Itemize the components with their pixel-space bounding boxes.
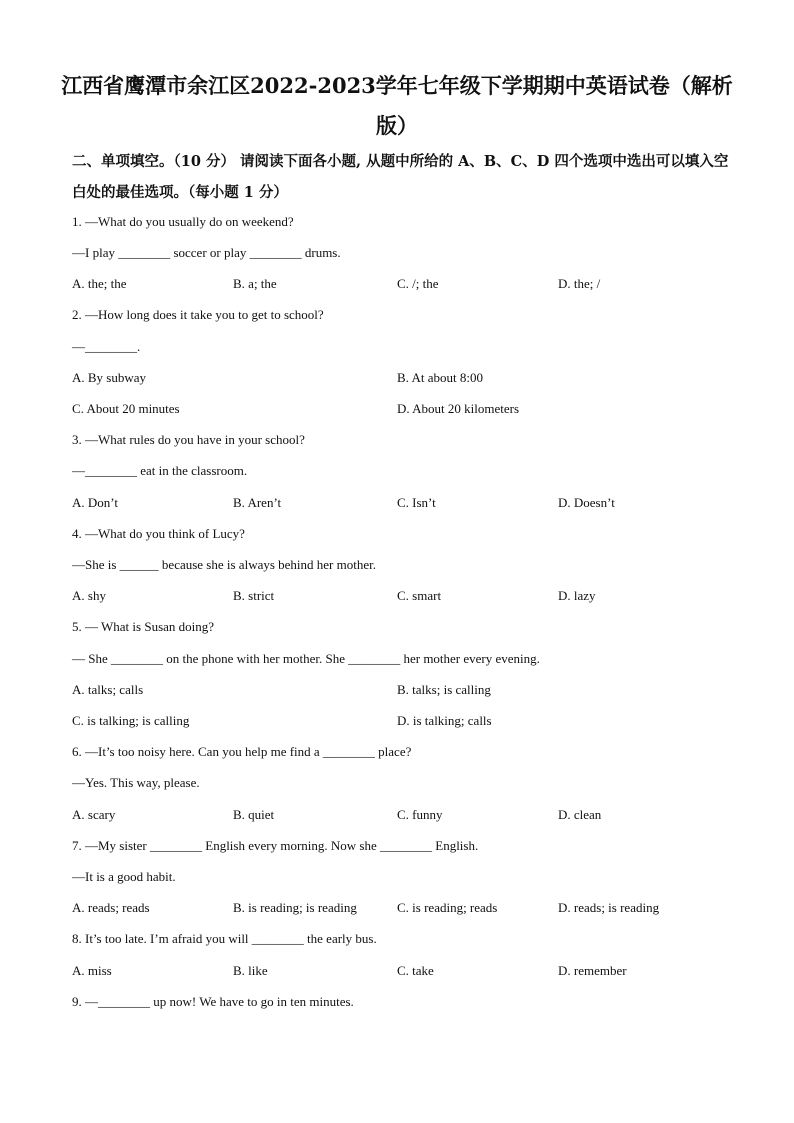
question-3-option-d: D. Doesn’t [558,495,615,510]
question-1-option-c: C. /; the [397,276,439,291]
question-8-stem: 8. It’s too late. I’m afraid you will ________ the early bus. [72,931,377,946]
question-2-option-a: A. By subway [72,370,147,385]
question-6-option-d: D. clean [558,807,602,822]
question-4-option-b: B. strict [233,588,275,603]
question-5-dialog: — She ________ on the phone with her mother. She ________ her mother every evening. [72,651,540,666]
question-6-option-b: B. quiet [233,807,275,822]
question-5-option-b: B. talks; is calling [397,682,491,697]
question-3-option-a: A. Don’t [72,495,118,510]
question-2-option-d: D. About 20 kilometers [397,401,520,416]
question-3-option-c: C. Isn’t [397,495,436,510]
question-3-dialog: —________ eat in the classroom. [72,463,248,478]
page-title: 江西省鹰潭市余江区2022-2023学年七年级下学期期中英语试卷（解析版） [61,73,733,138]
question-8-option-d: D. remember [558,963,627,978]
question-2-stem: 2. —How long does it take you to get to school? [72,307,324,322]
question-1-stem: 1. —What do you usually do on weekend? [72,214,294,229]
question-1-option-d: D. the; / [558,276,601,291]
question-6-stem: 6. —It’s too noisy here. Can you help me find a ________ place? [72,744,412,759]
question-1-dialog: —I play ________ soccer or play ________ drums. [72,245,341,260]
question-6-dialog: —Yes. This way, please. [72,775,200,790]
question-4-dialog: —She is ______ because she is always behind her mother. [72,557,376,572]
question-7-option-d: D. reads; is reading [558,900,660,915]
question-9-stem: 9. —________ up now! We have to go in ten minutes. [72,994,354,1009]
question-6-option-a: A. scary [72,807,116,822]
question-5-option-c: C. is talking; is calling [72,713,190,728]
question-2-dialog: —________. [72,339,141,354]
question-4-option-a: A. shy [72,588,106,603]
question-1-option-a: A. the; the [72,276,127,291]
question-8-option-a: A. miss [72,963,112,978]
question-2-option-c: C. About 20 minutes [72,401,180,416]
question-4-stem: 4. —What do you think of Lucy? [72,526,245,541]
question-5-option-d: D. is talking; calls [397,713,492,728]
question-7-option-c: C. is reading; reads [397,900,498,915]
question-7-option-a: A. reads; reads [72,900,150,915]
question-5-stem: 5. — What is Susan doing? [72,619,215,634]
section-instructions: 二、单项填空。（10 分） 请阅读下面各小题, 从题中所给的 A、B、C、D 四个选项中选出可以填入空白处的最佳选项。（每小题 1 分） [72,153,729,201]
question-3-option-b: B. Aren’t [233,495,282,510]
question-2-option-b: B. At about 8:00 [397,370,483,385]
question-4-option-c: C. smart [397,588,442,603]
question-1-option-b: B. a; the [233,276,277,291]
question-3-stem: 3. —What rules do you have in your school? [72,432,305,447]
question-8-option-c: C. take [397,963,434,978]
question-7-option-b: B. is reading; is reading [233,900,357,915]
question-4-option-d: D. lazy [558,588,596,603]
question-7-stem: 7. —My sister ________ English every morning. Now she ________ English. [72,838,479,853]
question-6-option-c: C. funny [397,807,443,822]
question-7-dialog: —It is a good habit. [72,869,176,884]
question-8-option-b: B. like [233,963,268,978]
question-5-option-a: A. talks; calls [72,682,144,697]
